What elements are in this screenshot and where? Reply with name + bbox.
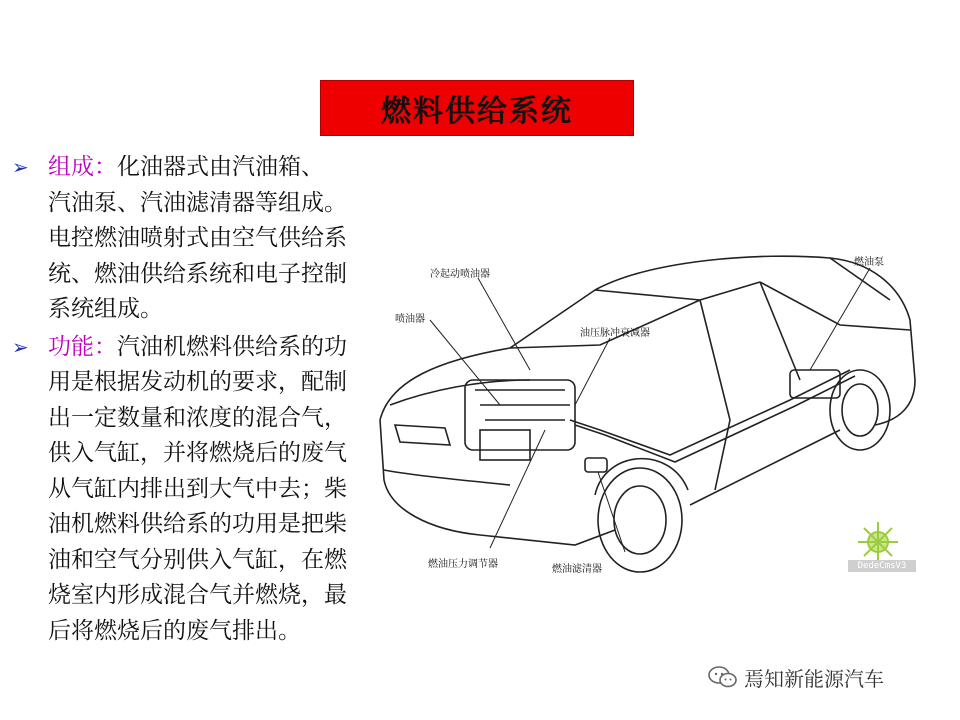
bullet-body: 化油器式由汽油箱、 汽油泵、汽油滤清器等组成。电控燃油喷射式由空气供给系统、燃油供给系统和电子控制系统组成。 xyxy=(48,154,347,322)
label-cold-start-injector: 冷起动喷油器 xyxy=(430,269,490,280)
label-fuel-filter: 燃油滤清器 xyxy=(552,564,602,575)
slide-title: 燃料供给系统 xyxy=(381,94,573,129)
label-pulsation-damper: 油压脉冲衰减器 xyxy=(580,328,650,339)
bullet-text xyxy=(48,150,358,328)
label-fuel-pump: 燃油泵 xyxy=(854,257,884,268)
bullet-heading: 功能： xyxy=(48,333,117,360)
bullet-composition xyxy=(8,150,358,328)
bullet-text xyxy=(48,330,358,650)
leader-lines xyxy=(430,268,870,552)
arrow-bullet-icon: ➢ xyxy=(12,334,29,359)
footer-brand xyxy=(708,662,884,692)
bullet-list xyxy=(8,150,358,651)
watermark-label: DedeCmsV3 xyxy=(848,560,916,572)
brand-name: 焉知新能源汽车 xyxy=(744,666,884,691)
bullet-body: 汽油机燃料供给系的功用是根据发动机的要求，配制出一定数量和浓度的混合气，供入气缸，并将燃烧后的废气从气缸内排出到大气中去；柴油机燃料供给系的功用是把柴油和空气分别供入气缸，在燃烧室内形成混合气并燃烧，最后将燃烧后的废气排出。 xyxy=(48,333,347,644)
label-pressure-regulator: 燃油压力调节器 xyxy=(428,559,498,570)
bullet-heading: 组成： xyxy=(48,154,117,180)
label-injector: 喷油器 xyxy=(395,314,425,325)
slide-title-box xyxy=(320,80,634,136)
arrow-bullet-icon: ➢ xyxy=(12,155,29,179)
car-outline xyxy=(380,256,915,572)
bullet-function xyxy=(8,330,358,650)
wechat-icon xyxy=(708,665,738,689)
